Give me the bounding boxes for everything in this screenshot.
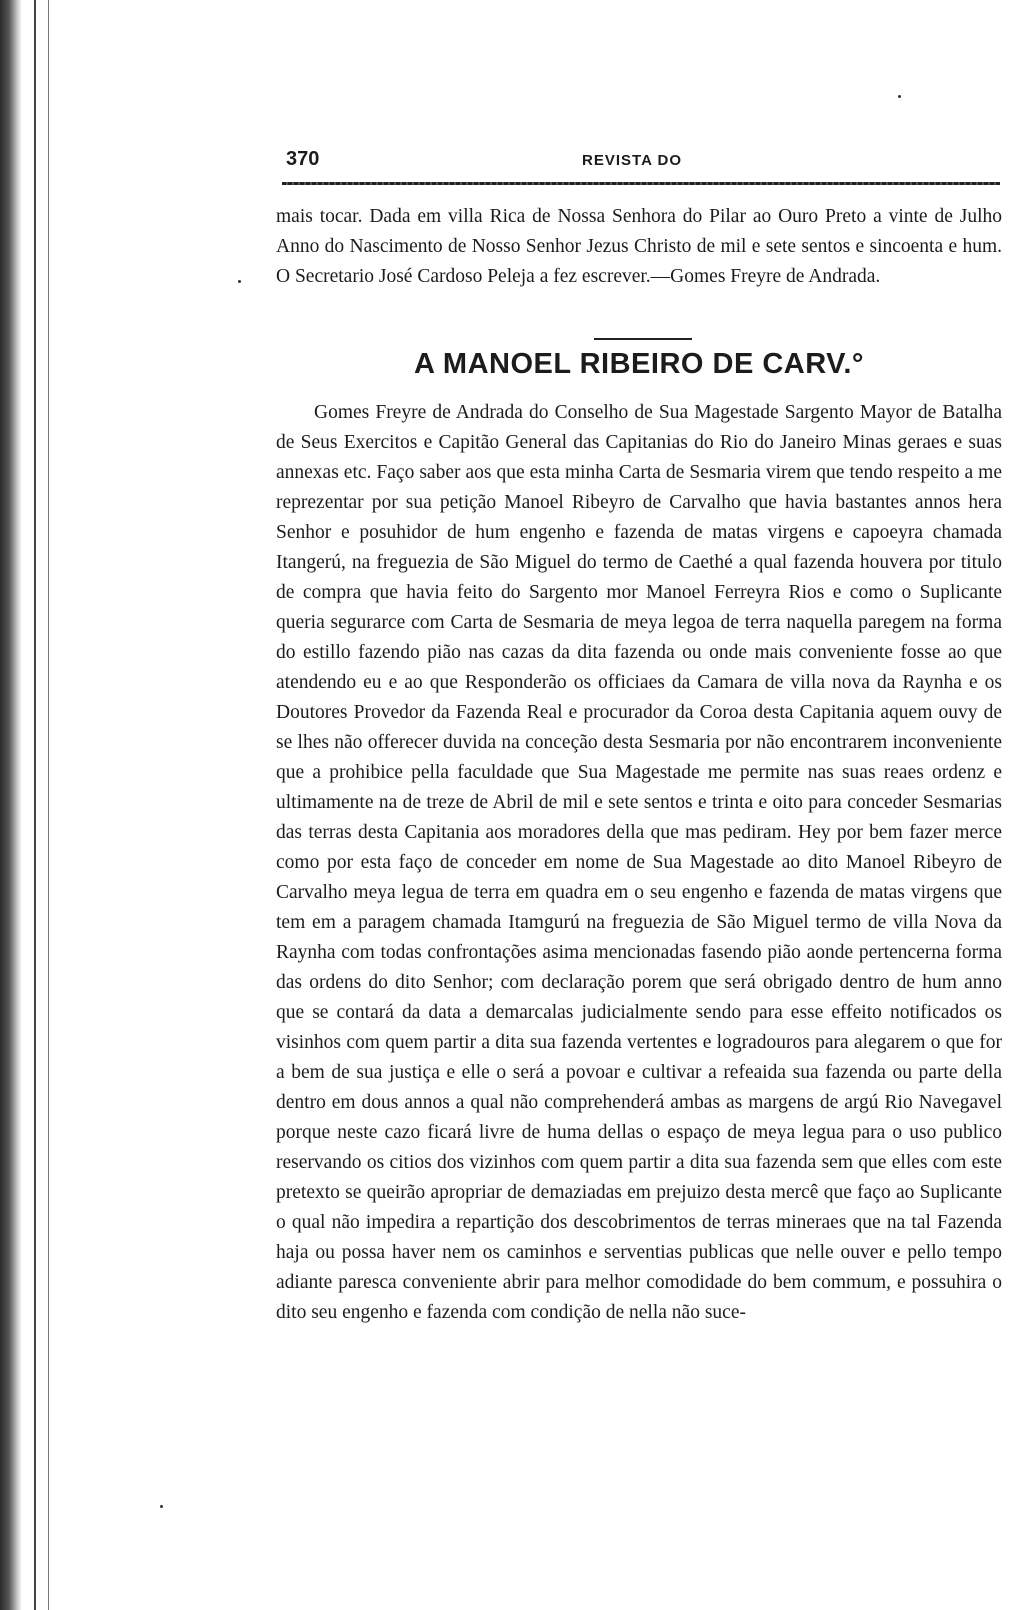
page-header: [286, 148, 998, 178]
binding-line: [48, 0, 49, 1610]
header-rule: [282, 182, 1000, 185]
book-binding-shadow: [0, 0, 22, 1610]
body-paragraph: Gomes Freyre de Andrada do Conselho de Sua Magestade Sargento Mayor de Batalha de Seus Exercitos e Capitão General das Capitanias do Rio do Janeiro Minas geraes e suas annexas etc. Faço saber aos que esta minha Carta de Sesmaria virem que tendo respeito a me reprezentar por sua petição Manoel Ribeyro de Carvalho que havia bastantes annos hera Senhor e posuhidor de hum engenho e fazenda de matas virgens e capoeyra chamada Itangerú, na freguezia de São Miguel do termo de Caethé a qual fazenda houvera por titulo de compra que havia feito do Sargento mor Manoel Ferreyra Rios e como o Suplicante queria segurarce com Carta de Sesmaria de meya legoa de terra naquella paregem na forma do estillo fazendo pião nas cazas da dita fazenda ou onde mais conveniente fosse ao que atendendo eu e ao que Responderão os officiaes da Camara de villa nova da Raynha e os Doutores Provedor da Fazenda Real e procurador da Coroa desta Capitania aquem ouvy de se lhes não offerecer duvida na conceção desta Sesmaria por não encontrarem inconveniente que a prohibice pella faculdade que Sua Magestade me permite nas suas reaes ordenz e ultimamente na de treze de Abril de mil e sete sentos e trinta e oito para conceder Sesmarias das terras desta Capitania aos moradores della que mas pediram. Hey por bem fazer merce como por esta faço de conceder em nome de Sua Magestade ao dito Manoel Ribeyro de Carvalho meya legua de terra em quadra em o seu engenho e fazenda de matas virgens que tem em a paragem chamada Itamgurú na freguezia de São Miguel termo de villa Nova da Raynha com todas confrontações asima mencionadas fasendo pião aonde pertencerna forma das ordens do dito Senhor; com declaração porem que será obrigado dentro de hum anno que se contará da data a demarcalas judicialmente sendo para esse effeito notificados os visinhos com quem partir a dita sua fazenda vertentes e logradouros para alegarem o que for a bem de sua justiça e elle o será a povoar e cultivar a refeaida sua fazenda ou parte della dentro em dous annos a qual não comprehenderá ambas as margens de argú Rio Navegavel porque neste cazo ficará livre de huma dellas o espaço de meya legua para o uso publico reservando os citios dos vizinhos com quem partir a dita sua fazenda sem que elles com este pretexto se queirão apropriar de demaziadas em prejuizo desta mercê que faço ao Suplicante o qual não impedira a repartição dos descobrimentos de terras mineraes que na tal Fazenda haja ou possa haver nem os caminhos e serventias publicas que nelle ouver e pello tempo adiante paresca conveniente abrir para melhor comodidade do bem commum, e possuhira o dito seu engenho e fazenda com condição de nella não suce-: [276, 402, 1002, 1323]
page-number: 370: [286, 148, 320, 170]
section-title: A MANOEL RIBEIRO DE CARV.°: [414, 348, 864, 380]
print-speck: [238, 280, 241, 283]
print-speck: [160, 1505, 163, 1508]
print-speck: [898, 95, 901, 98]
running-head: REVISTA DO: [582, 152, 683, 169]
intro-paragraph: mais tocar. Dada em villa Rica de Nossa Senhora do Pilar ao Ouro Preto a vinte de Julho Anno do Nascimento de Nosso Senhor Jezus Christo de mil e sete sentos e sincoenta e hum. O Secretario José Cardoso Peleja a fez escrever.—Gomes Freyre de Andrada.: [276, 206, 1002, 287]
title-rule: [594, 338, 692, 340]
binding-line: [34, 0, 36, 1610]
